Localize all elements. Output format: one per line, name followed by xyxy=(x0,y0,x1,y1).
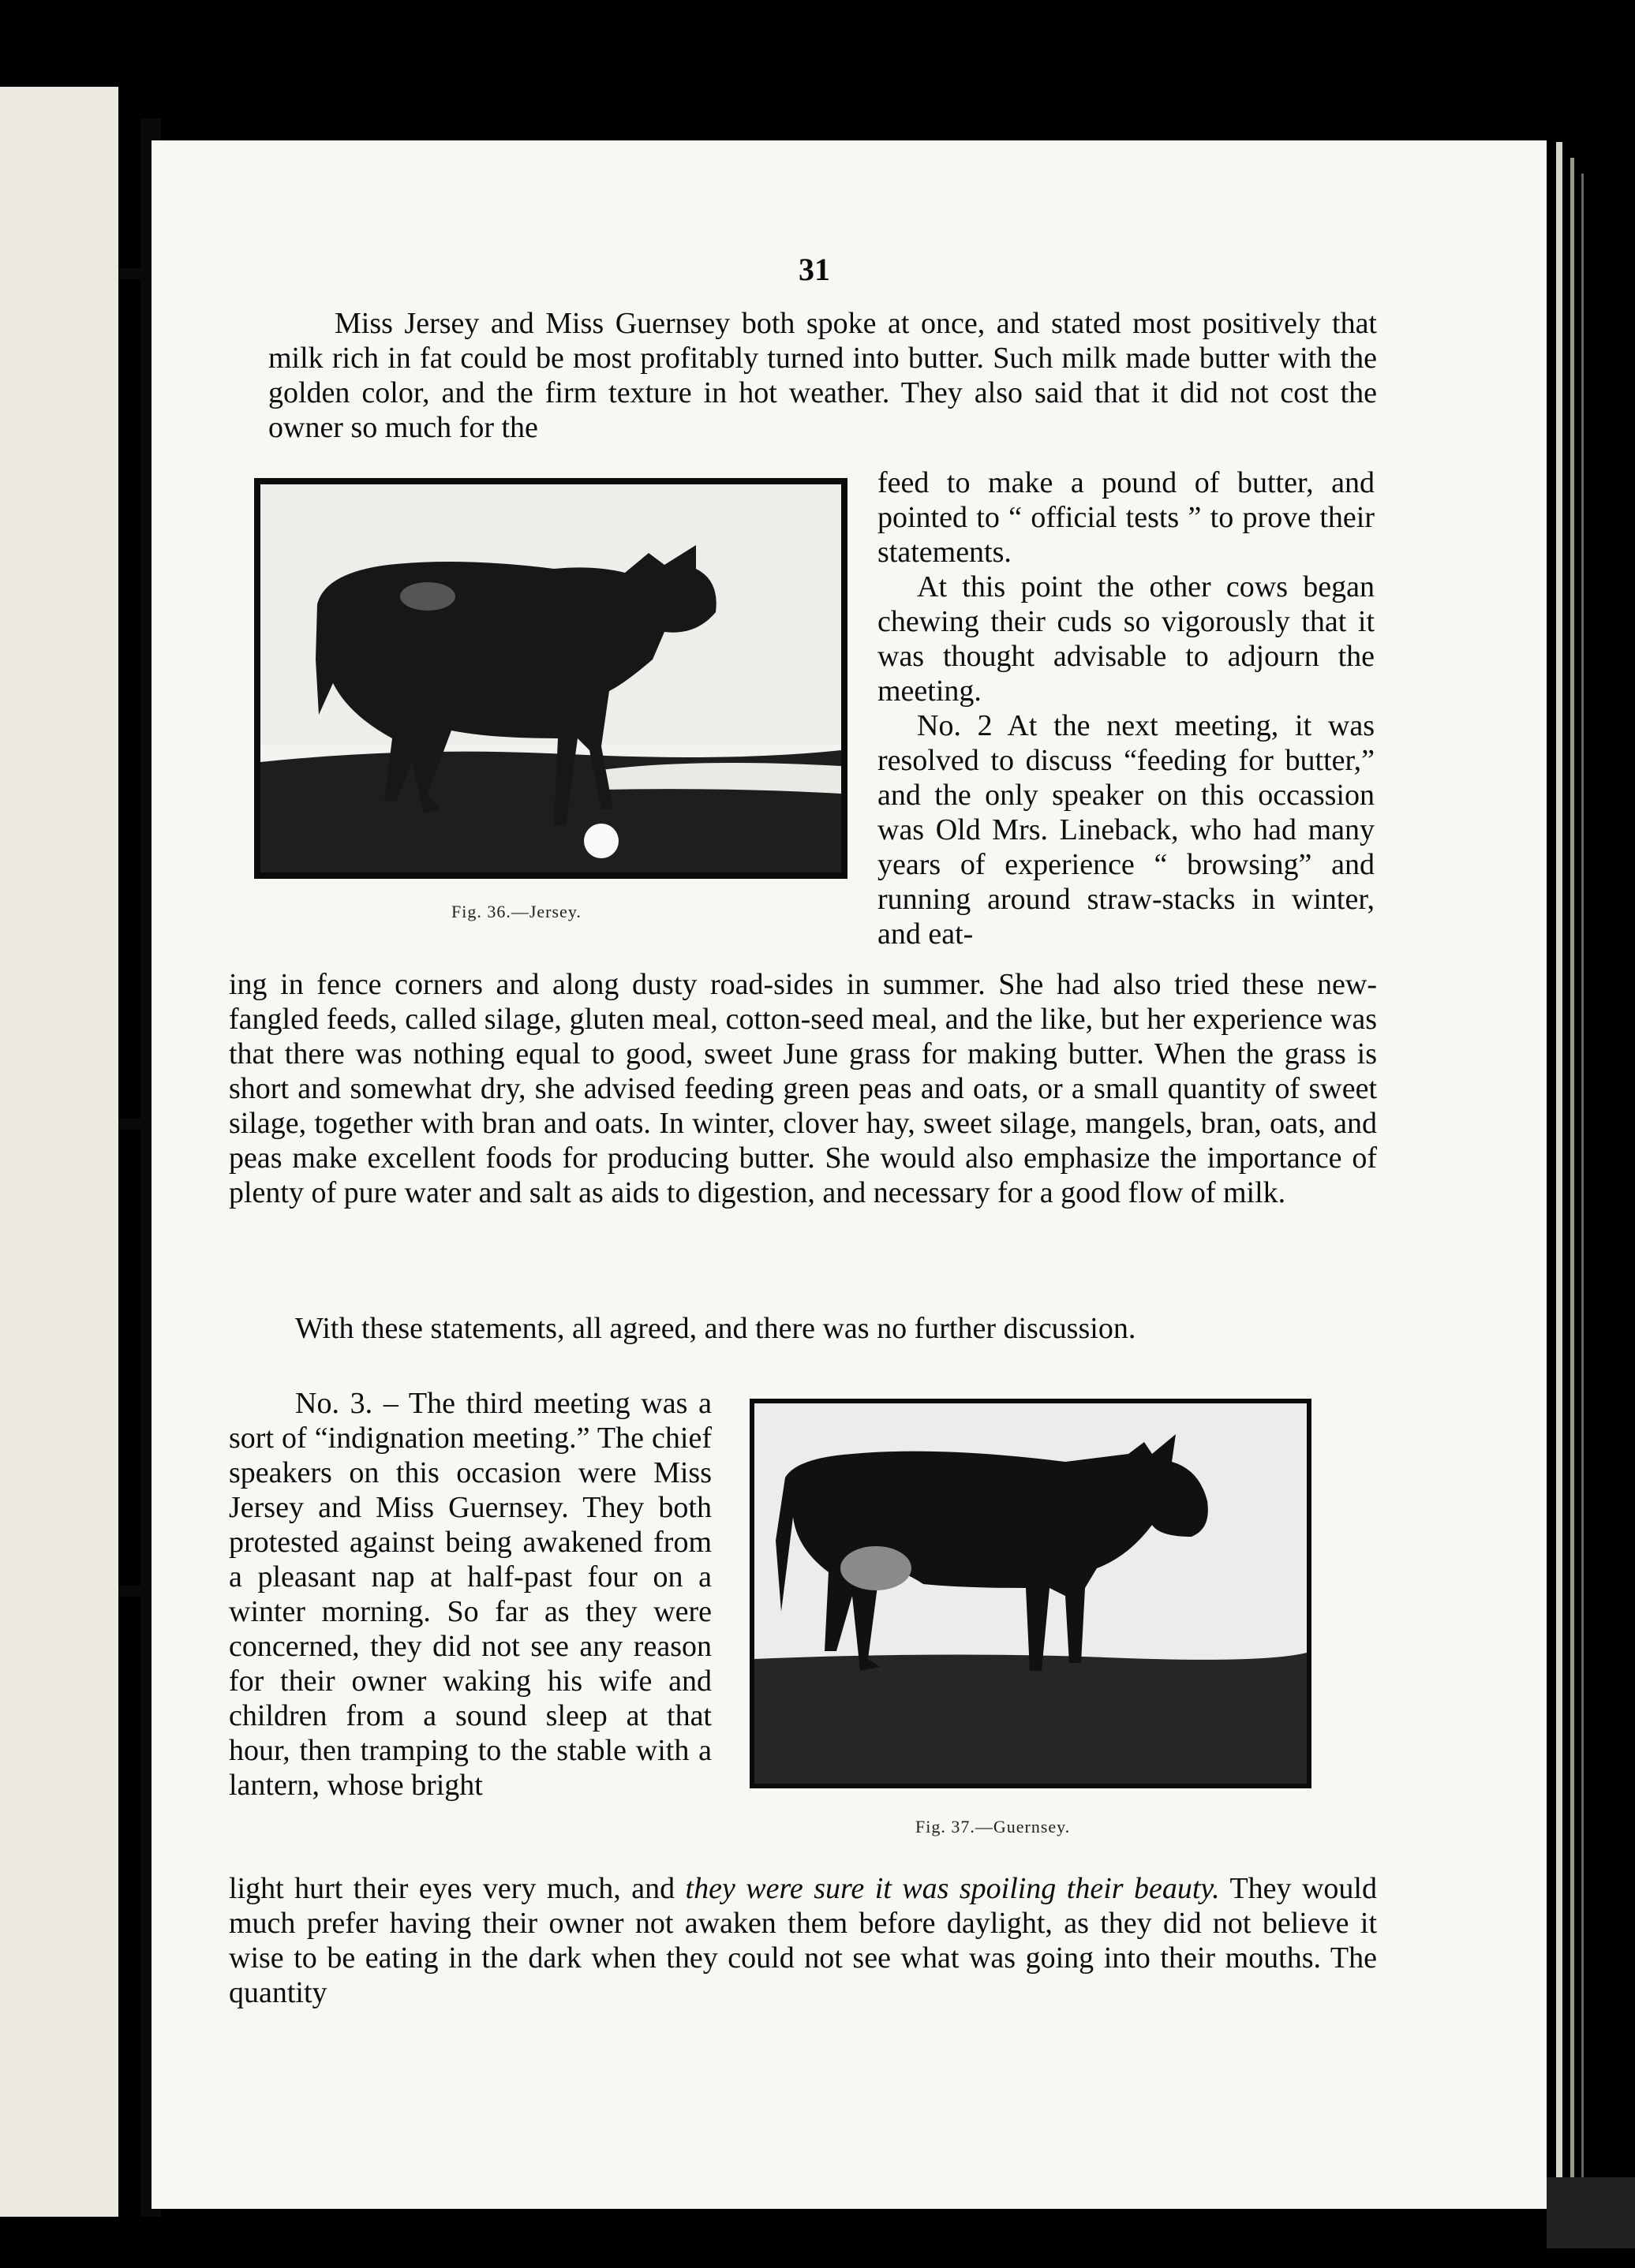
paragraph-opening: Miss Jersey and Miss Guernsey both spoke at once, and stated most positively that milk rich in fat could be most profitably turned into butter. Such milk made butter with the golden color, and the firm texture in hot weather. They also said that it did not cost the owner so much for the xyxy=(268,307,1377,444)
binding-tab xyxy=(118,1119,152,1130)
paragraph-meeting-2: No. 2 At the next meeting, it was resolved to discuss “feeding for butter,” and the only speaker on this occassion was Old Mrs. Lineback, who had many years of experience “ browsing” and running around straw-stacks in winter, and eat- xyxy=(877,709,1375,951)
binding-tab xyxy=(118,268,152,279)
paragraph-feeding: ing in fence corners and along dusty road-sides in summer. She had also tried these new-fangled feeds, called silage, gluten meal, cotton-seed meal, and the like, but her experience was that there was nothing equal to good, sweet June grass for making butter. When the grass is short and somewhat dry, she advised feeding green peas and oats, or a small quantity of sweet silage, together with bran and oats. In winter, clover hay, sweet silage, mangels, bran, oats, and peas make excellent foods for producing butter. She would also emphasize the importance of plenty of pure water and salt as aids to digestion, and necessary for a good flow of milk. xyxy=(229,968,1377,1209)
guernsey-cow-photo xyxy=(750,1399,1311,1788)
page-number: 31 xyxy=(799,252,830,287)
text-run: light hurt their eyes very much, and xyxy=(229,1872,686,1905)
paragraph-beauty xyxy=(229,1871,1377,2010)
paragraph-opening-continued: feed to make a pound of butter, and pointed to “ official tests ” to prove their statements. xyxy=(877,466,1375,569)
paragraph-adjourn: At this point the other cows began chewing their cuds so vigorously that it was thought advisable to adjourn the meeting. xyxy=(877,570,1375,708)
binding-tab xyxy=(118,1586,152,1597)
paragraph-agreed: With these statements, all agreed, and there was no further discussion. xyxy=(295,1312,1136,1345)
facing-page-strip xyxy=(0,87,118,2217)
text-run: They would much prefer having their owner not awaken them before daylight, as they did not believe it wise to be eating in the dark when they could not see what was going into their mouths. The quantity xyxy=(229,1872,1377,2009)
figure-caption-jersey: Fig. 36.—Jersey. xyxy=(451,902,582,921)
page-edges xyxy=(1547,126,1635,2256)
italic-text-run: they were sure it was spoiling their beauty. xyxy=(685,1872,1220,1905)
paragraph-meeting-3: No. 3. – The third meeting was a sort of “indignation meeting.” The chief speakers on this occasion were Miss Jersey and Miss Guernsey. They both protested against being awakened from a pleasant nap at half-past four on a winter morning. So far as they were concerned, they did not see any reason for their owner waking his wife and children from a sound sleep at that hour, then tramping to the stable with a lantern, whose bright xyxy=(229,1387,712,1802)
figure-caption-guernsey: Fig. 37.—Guernsey. xyxy=(915,1817,1071,1836)
jersey-cow-photo xyxy=(254,478,847,879)
